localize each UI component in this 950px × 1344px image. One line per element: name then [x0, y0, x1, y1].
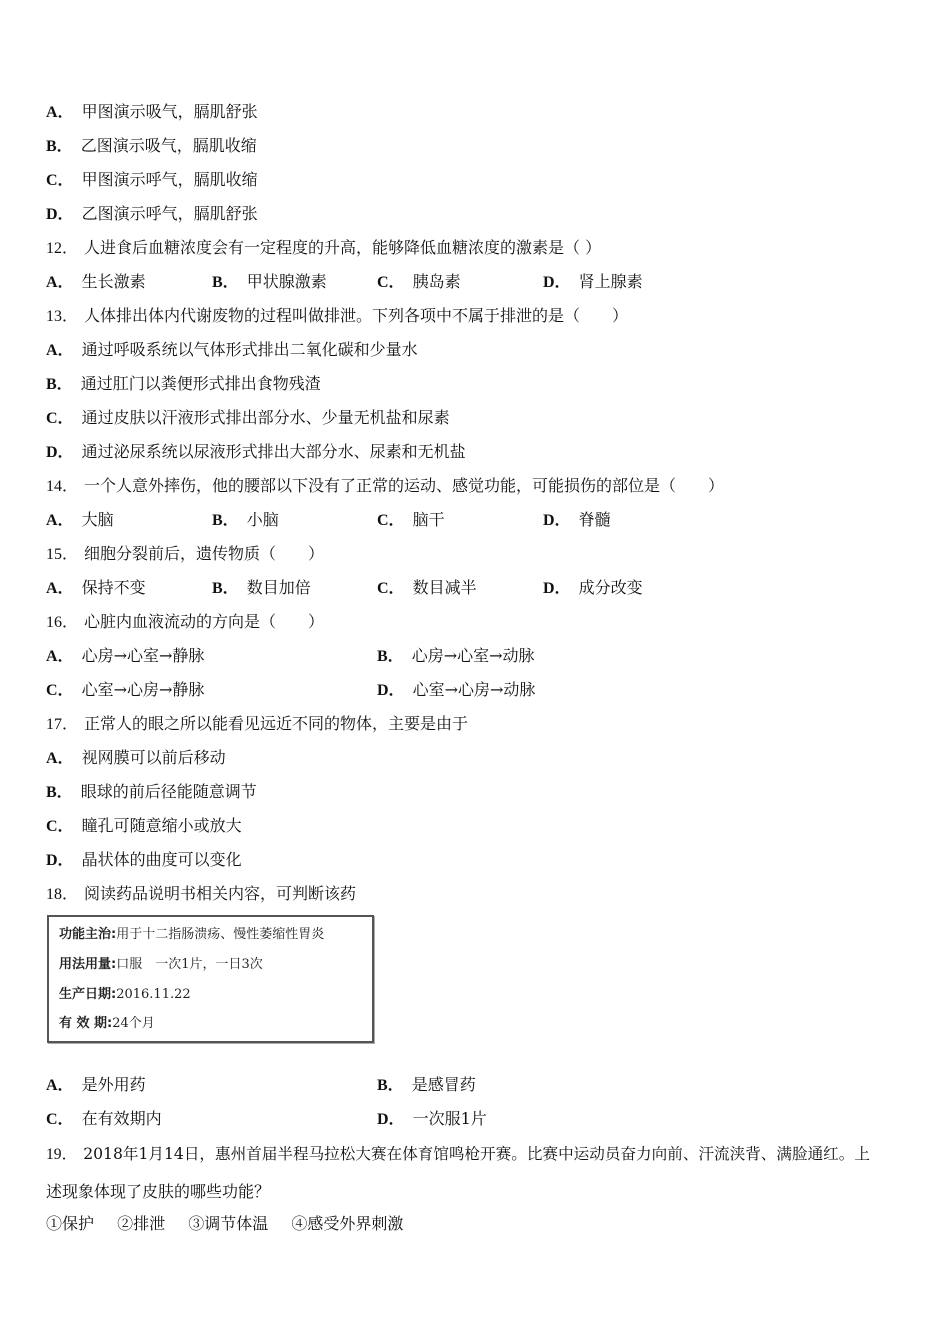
q19-choice-4: ④感受外界刺激 [291, 1214, 404, 1233]
q19-choice-3: ③调节体温 [188, 1214, 269, 1233]
q18-option-c: C． 在有效期内 [46, 1109, 162, 1128]
q11-option-d: D． 乙图演示呼气，膈肌舒张 [46, 204, 258, 223]
q12-option-b: B． 甲状腺激素 [212, 272, 327, 291]
q18-option-a: A． 是外用药 [46, 1075, 146, 1094]
q17-option-a: A． 视网膜可以前后移动 [46, 748, 226, 767]
q13-option-d: D． 通过泌尿系统以尿液形式排出大部分水、尿素和无机盐 [46, 442, 466, 461]
q18-option-b: B． 是感冒药 [377, 1075, 476, 1094]
q15-option-a: A． 保持不变 [46, 578, 146, 597]
q19-choice-2: ②排泄 [117, 1214, 166, 1233]
drug-indication: 功能主治:用于十二指肠溃疡、慢性萎缩性胃炎 [59, 927, 325, 942]
q17-option-c: C． 瞳孔可随意缩小或放大 [46, 816, 242, 835]
q15-option-b: B． 数目加倍 [212, 578, 311, 597]
q13-option-a: A． 通过呼吸系统以气体形式排出二氧化碳和少量水 [46, 340, 418, 359]
drug-production-date: 生产日期:2016.11.22 [59, 987, 191, 1002]
q18-stem: 18． 阅读药品说明书相关内容，可判断该药 [46, 884, 357, 903]
drug-label-image [47, 915, 374, 1043]
q16-stem: 16． 心脏内血液流动的方向是（ ） [46, 612, 325, 631]
q14-option-d: D． 脊髓 [543, 510, 611, 529]
q13-option-b: B． 通过肛门以粪便形式排出食物残渣 [46, 374, 321, 393]
q11-option-b: B． 乙图演示吸气，膈肌收缩 [46, 136, 257, 155]
q12-option-a: A． 生长激素 [46, 272, 146, 291]
q16-option-d: D． 心室→心房→动脉 [377, 680, 536, 699]
q15-option-c: C． 数目减半 [377, 578, 477, 597]
q11-option-a: A． 甲图演示吸气，膈肌舒张 [46, 102, 258, 121]
q16-option-b: B． 心房→心室→动脉 [377, 646, 535, 665]
q19-stem-line1: 19． 2018年1月14日，惠州首届半程马拉松大赛在体育馆鸣枪开赛。比赛中运动员奋力向前、汗流浃背、满脸通红。上 [46, 1145, 870, 1163]
q15-stem: 15． 细胞分裂前后，遗传物质（ ） [46, 544, 325, 563]
q16-option-c: C． 心室→心房→静脉 [46, 680, 205, 699]
drug-dosage: 用法用量:口服 一次1片，一日3次 [59, 957, 263, 972]
q14-option-a: A． 大脑 [46, 510, 114, 529]
q17-stem: 17． 正常人的眼之所以能看见远近不同的物体，主要是由于 [46, 714, 469, 733]
q17-option-d: D． 晶状体的曲度可以变化 [46, 850, 242, 869]
q14-option-c: C． 脑干 [377, 510, 445, 529]
q15-option-d: D． 成分改变 [543, 578, 643, 597]
q19-choice-1: ①保护 [46, 1214, 95, 1233]
q12-option-d: D． 肾上腺素 [543, 272, 643, 291]
drug-expiry: 有 效 期:24个月 [59, 1016, 155, 1031]
q16-option-a: A． 心房→心室→静脉 [46, 646, 205, 665]
q14-stem: 14． 一个人意外摔伤，他的腰部以下没有了正常的运动、感觉功能，可能损伤的部位是（ ） [46, 476, 725, 495]
q17-option-b: B． 眼球的前后径能随意调节 [46, 782, 257, 801]
q14-option-b: B． 小脑 [212, 510, 279, 529]
q11-option-c: C． 甲图演示呼气，膈肌收缩 [46, 170, 258, 189]
q19-choices [46, 1214, 421, 1234]
q12-option-c: C． 胰岛素 [377, 272, 461, 291]
q19-stem-line2: 述现象体现了皮肤的哪些功能？ [46, 1182, 271, 1201]
q18-option-d: D． 一次服1片 [377, 1109, 487, 1128]
q13-option-c: C． 通过皮肤以汗液形式排出部分水、少量无机盐和尿素 [46, 408, 450, 427]
q13-stem: 13． 人体排出体内代谢废物的过程叫做排泄。下列各项中不属于排泄的是（ ） [46, 306, 629, 325]
q12-stem: 12． 人进食后血糖浓度会有一定程度的升高，能够降低血糖浓度的激素是（ ） [46, 238, 602, 257]
